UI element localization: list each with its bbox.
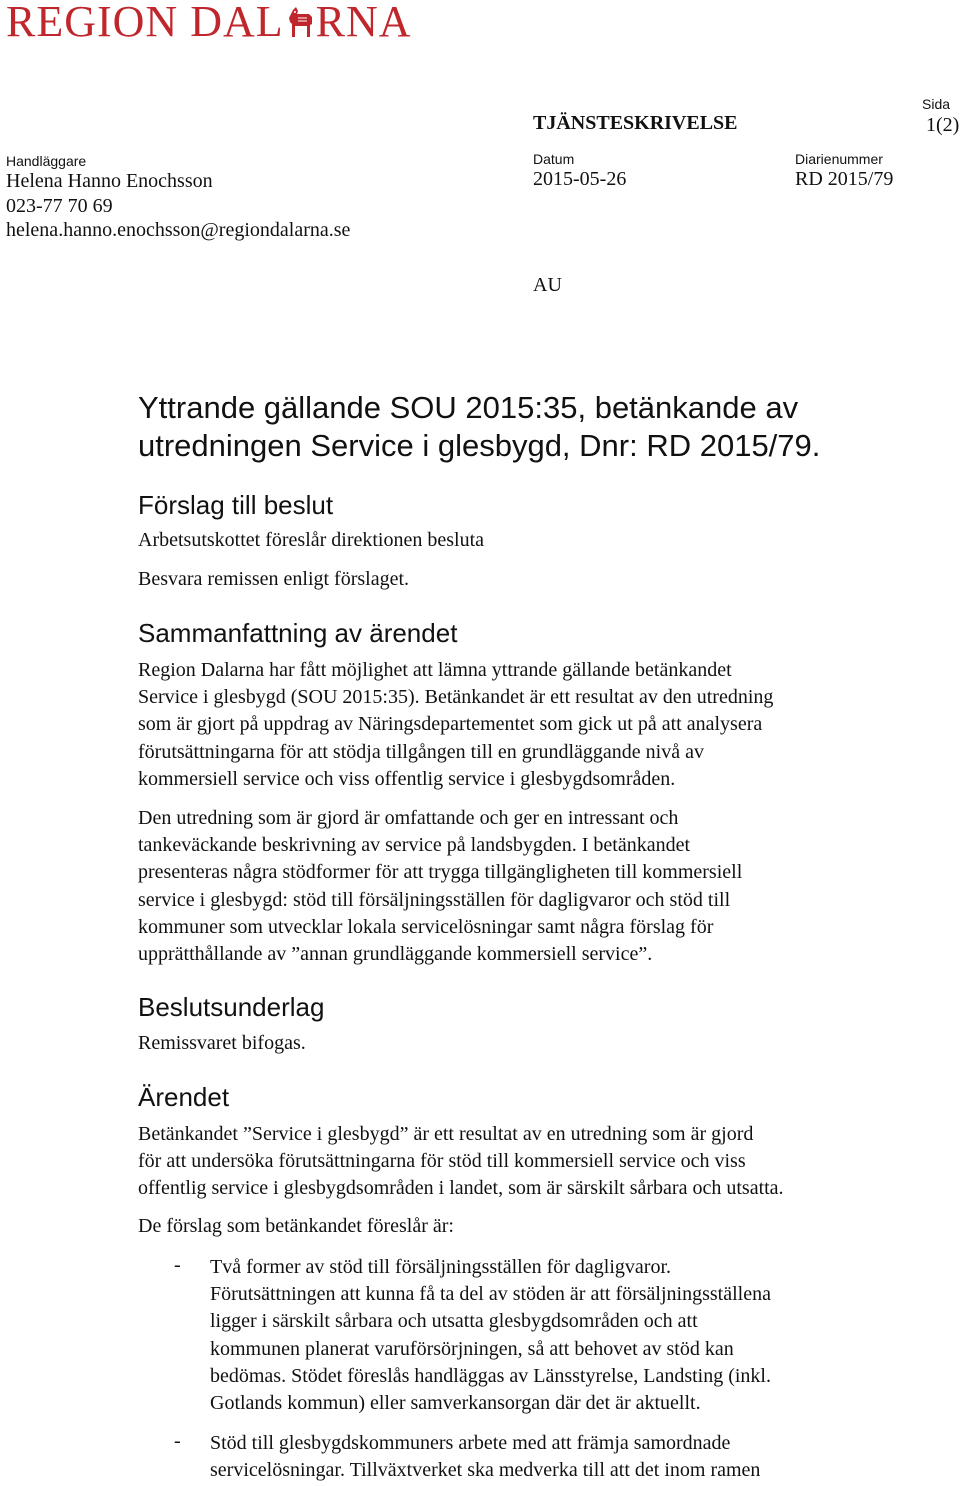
logo-text-right: RNA — [315, 0, 412, 46]
text-line: Region Dalarna har fått möjlighet att lämna yttrande gällande betänkandet — [138, 659, 732, 681]
text-line: service i glesbygd: stöd till försäljningsställen för dagligvaror och stöd till — [138, 888, 731, 911]
sammanfattning-paragraph-1 — [138, 657, 928, 793]
text-line: tankeväckande beskrivning av service på landsbygden. I betänkandet — [138, 834, 691, 857]
logo-text-left: REGION DAL — [6, 0, 284, 46]
bullet-item-1 — [210, 1254, 910, 1417]
arendet-heading: Ärendet — [138, 1082, 230, 1112]
handler-label: Handläggare — [6, 153, 87, 169]
text-line: Gotlands kommun) eller samverkansorgan där det är aktuellt. — [210, 1392, 701, 1415]
text-line: för att undersöka förutsättningarna för stöd till kommersiell service och viss — [138, 1150, 746, 1173]
text-line: som är gjort på uppdrag av Näringsdepartementet som gick ut på att analysera — [138, 713, 763, 736]
document-title — [138, 389, 820, 465]
forslag-heading: Förslag till beslut — [138, 490, 334, 520]
text-line: Stöd till glesbygdskommuners arbete med att främja samordnade — [210, 1432, 731, 1454]
text-line: upprätthållande av ”annan grundläggande kommersiell service”. — [138, 943, 653, 966]
text-line: ligger i särskilt sårbara och utsatta glesbygdsområden och att — [210, 1310, 698, 1333]
text-line: kommunen planerat varuförsörjningen, så att behovet av stöd kan — [210, 1337, 734, 1360]
bullet-marker: - — [174, 1430, 181, 1452]
date-value: 2015-05-26 — [533, 168, 627, 190]
text-line: servicelösningar. Tillväxtverket ska medverka till att det inom ramen — [210, 1459, 761, 1482]
text-line: Förutsättningen att kunna få ta del av stöden är att försäljningsställena — [210, 1283, 771, 1306]
handler-name: Helena Hanno Enochsson — [6, 170, 213, 192]
handler-email: helena.hanno.enochsson@regiondalarna.se — [6, 219, 351, 241]
title-line: Yttrande gällande SOU 2015:35, betänkande av — [138, 390, 799, 425]
text-line: Två former av stöd till försäljningsställen för dagligvaror. — [210, 1256, 671, 1278]
text-line: bedömas. Stödet föreslås handläggas av Länsstyrelse, Landsting (inkl. — [210, 1364, 771, 1387]
text-line: kommersiell service och viss offentlig service i glesbygdsområden. — [138, 767, 676, 790]
text-line: Den utredning som är gjord är omfattande och ger en intressant och — [138, 807, 679, 829]
text-line: Service i glesbygd (SOU 2015:35). Betänkandet är ett resultat av den utredning — [138, 686, 774, 709]
registration-label: Diarienummer — [795, 151, 883, 167]
title-line: utredningen Service i glesbygd, Dnr: RD 2015/79. — [138, 428, 821, 463]
page-number: 1(2) — [926, 114, 960, 136]
recipient: AU — [533, 274, 562, 296]
region-dalarna-logo — [6, 0, 412, 44]
registration-number: RD 2015/79 — [795, 168, 894, 190]
text-line: kommuner som utvecklar lokala servicelösningar samt några förslag för — [138, 915, 714, 938]
document-type: TJÄNSTESKRIVELSE — [533, 112, 738, 134]
text-line: förutsättningarna för att stödja tillgången till en grundläggande nivå av — [138, 740, 704, 763]
arendet-paragraph-2: De förslag som betänkandet föreslår är: — [138, 1215, 454, 1237]
handler-phone: 023-77 70 69 — [6, 195, 113, 217]
bullet-item-2 — [210, 1430, 910, 1484]
arendet-paragraph-1 — [138, 1121, 928, 1203]
bullet-marker: - — [174, 1254, 181, 1276]
beslutsunderlag-heading: Beslutsunderlag — [138, 992, 325, 1022]
dala-horse-icon — [285, 2, 315, 36]
text-line: Betänkandet ”Service i glesbygd” är ett resultat av en utredning som är gjord — [138, 1123, 754, 1145]
sammanfattning-heading: Sammanfattning av ärendet — [138, 618, 458, 648]
forslag-line: Besvara remissen enligt förslaget. — [138, 568, 410, 590]
page-label: Sida — [922, 96, 951, 112]
date-label: Datum — [533, 151, 575, 167]
forslag-line: Arbetsutskottet föreslår direktionen besluta — [138, 529, 485, 551]
text-line: offentlig service i glesbygdsområden i landet, som är särskilt sårbara och utsatta. — [138, 1177, 784, 1200]
text-line: presenteras några stödformer för att trygga tillgängligheten till kommersiell — [138, 861, 743, 884]
sammanfattning-paragraph-2 — [138, 805, 928, 968]
beslutsunderlag-text: Remissvaret bifogas. — [138, 1032, 306, 1054]
